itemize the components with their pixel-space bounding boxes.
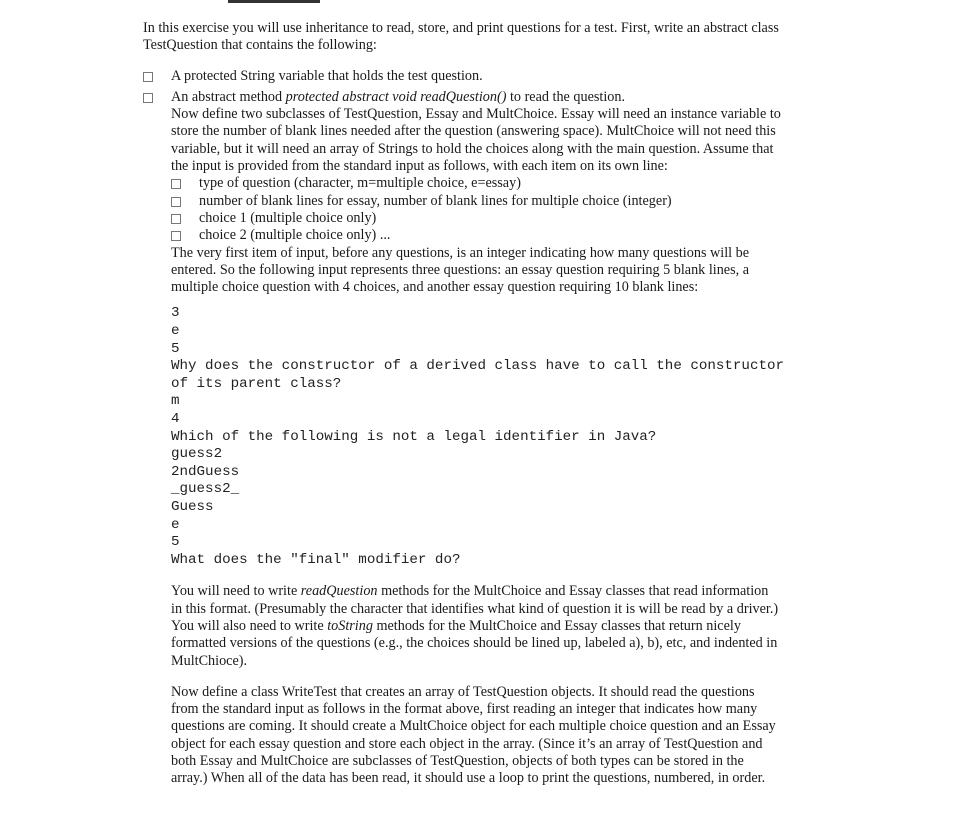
code-line: _guess2_ bbox=[171, 481, 240, 498]
list-item: number of blank lines for essay, number of blank lines for multiple choice (integer) bbox=[171, 193, 873, 210]
document-page bbox=[143, 20, 873, 788]
intro-line: In this exercise you will use inheritance to read, store, and print questions for a test. First, write an abstract class bbox=[143, 20, 779, 36]
sample-input-block bbox=[171, 305, 873, 569]
intro-paragraph bbox=[143, 20, 873, 55]
checkbox-square-icon bbox=[171, 197, 181, 207]
bullet-text: An abstract method protected abstract void readQuestion() to read the question. bbox=[171, 88, 626, 105]
list-item: choice 1 (multiple choice only) bbox=[171, 210, 873, 227]
code-line: 4 bbox=[171, 411, 180, 428]
code-line: Guess bbox=[171, 498, 214, 515]
list-item: type of question (character, m=multiple choice, e=essay) bbox=[171, 175, 873, 192]
checkbox-square-icon bbox=[143, 72, 153, 82]
bullet-item bbox=[143, 68, 873, 85]
code-line: e bbox=[171, 516, 180, 533]
first-item-paragraph: The very first item of input, before any questions, is an integer indicating how many questions will be entered. So the following input represents three questions: an essay question requiring 5 blank lines, a multiple choice question with 4 choices, and another essay question requiring 10 blank lines: bbox=[171, 244, 750, 296]
code-line: 3 bbox=[171, 305, 180, 322]
bullet-item bbox=[143, 89, 873, 106]
code-line: Why does the constructor of a derived class have to call the constructor bbox=[171, 358, 784, 375]
code-line: 5 bbox=[171, 340, 180, 357]
intro-line: TestQuestion that contains the following: bbox=[143, 37, 377, 54]
code-line: 2ndGuess bbox=[171, 463, 240, 480]
code-line: e bbox=[171, 323, 180, 340]
top-rule bbox=[228, 0, 320, 3]
checkbox-square-icon bbox=[171, 214, 181, 224]
code-line: 5 bbox=[171, 534, 180, 551]
bullet-text: A protected String variable that holds the test question. bbox=[171, 67, 483, 84]
code-line: of its parent class? bbox=[171, 375, 342, 392]
code-line: What does the "final" modifier do? bbox=[171, 551, 461, 568]
read-question-paragraph: You will need to write readQuestion methods for the MultChoice and Essay classes that read information in this format. (Presumably the character that identifies what kind of question it is will be read by a driver.) You will also need to write toString methods for the MultChoice and Essay classes that return nicely formatted versions of the questions (e.g., the choices should be lined up, labeled a), b), etc, and indented in MultChioce). bbox=[171, 583, 779, 669]
code-line: m bbox=[171, 393, 180, 410]
checkbox-square-icon bbox=[143, 93, 153, 103]
code-line: Which of the following is not a legal identifier in Java? bbox=[171, 428, 657, 445]
checkbox-square-icon bbox=[171, 179, 181, 189]
code-line: guess2 bbox=[171, 446, 223, 463]
checkbox-square-icon bbox=[171, 231, 181, 241]
input-format-list bbox=[171, 175, 873, 244]
subclasses-paragraph: Now define two subclasses of TestQuestion, Essay and MultChoice. Essay will need an instance variable to store the number of blank lines needed after the question (answering space). MultChoice will not need this variable, but it will need an array of Strings to hold the choices along with the main question. Assume that the input is provided from the standard input as follows, with each item on its own line: bbox=[171, 106, 781, 175]
writetest-paragraph: Now define a class WriteTest that creates an array of TestQuestion objects. It should read the questions from the standard input as follows in the format above, first reading an integer that indicates how many questions are coming. It should create a MultChoice object for each multiple choice question and an Essay object for each essay question and store each object in the array. (Since it’s an array of TestQuestion and both Essay and MultChoice are subclasses of TestQuestion, objects of both types can be stored in the array.) When all of the data has been read, it should use a loop to print the questions, numbered, in order. bbox=[171, 683, 776, 787]
list-item: choice 2 (multiple choice only) ... bbox=[171, 227, 873, 244]
